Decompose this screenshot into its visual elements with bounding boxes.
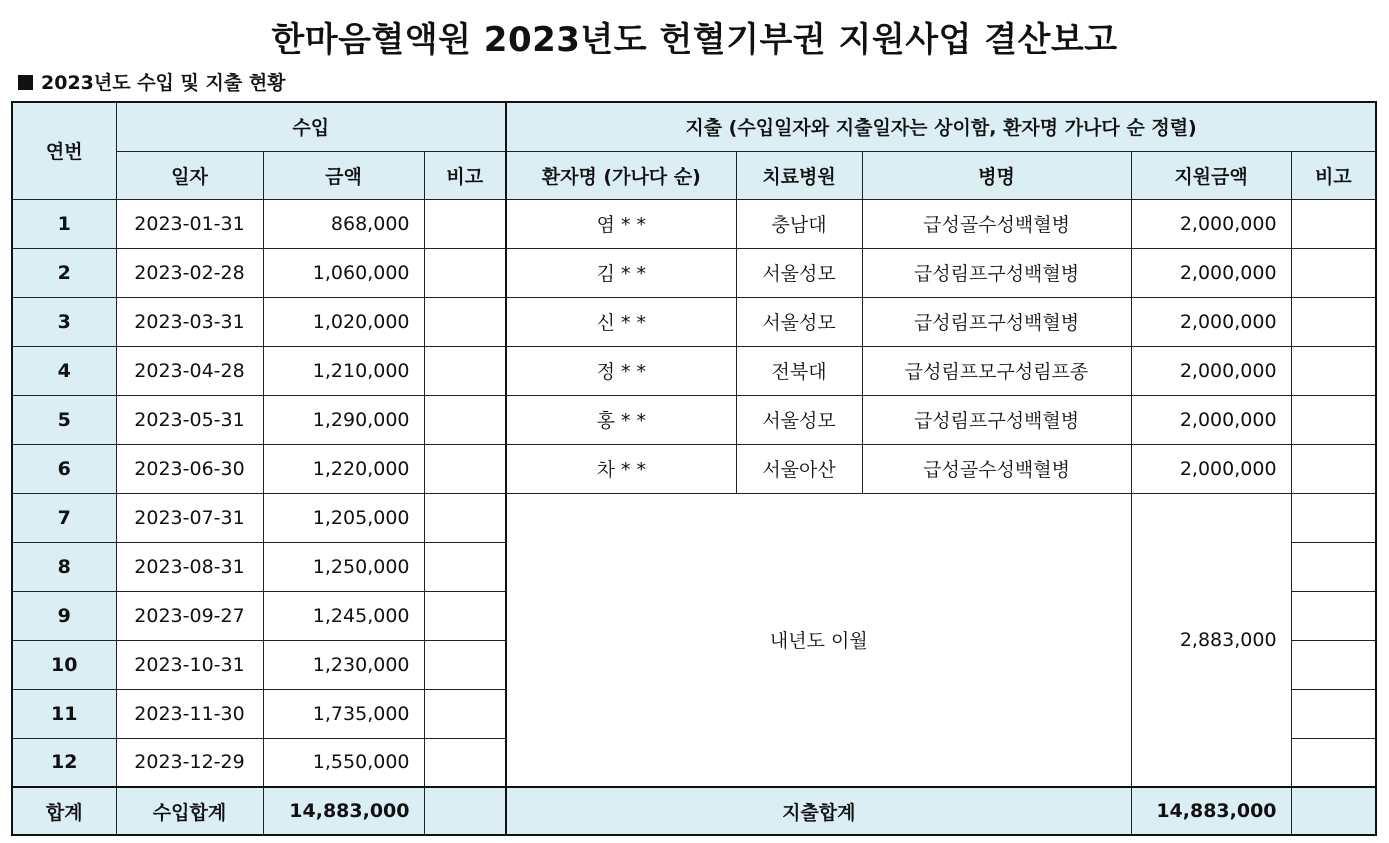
- row-hospital: 충남대: [736, 199, 862, 248]
- row-hospital: 서울성모: [736, 297, 862, 346]
- row-patient: 김 * *: [506, 248, 736, 297]
- row-note2: [1291, 591, 1376, 640]
- row-no: 9: [12, 591, 116, 640]
- row-note2: [1291, 542, 1376, 591]
- row-note2: [1291, 346, 1376, 395]
- expense-total-note: [1291, 787, 1376, 835]
- row-disease: 급성골수성백혈병: [862, 444, 1131, 493]
- header-amount: 금액: [263, 151, 424, 199]
- row-amount: 1,230,000: [263, 640, 424, 689]
- row-note2: [1291, 493, 1376, 542]
- row-no: 12: [12, 738, 116, 787]
- row-support: 2,000,000: [1131, 346, 1291, 395]
- row-support: 2,000,000: [1131, 248, 1291, 297]
- row-support: 2,000,000: [1131, 395, 1291, 444]
- header-note2: 비고: [1291, 151, 1376, 199]
- row-amount: 1,210,000: [263, 346, 424, 395]
- table-row: [12, 297, 1376, 346]
- row-no: 8: [12, 542, 116, 591]
- carryover-amount: 2,883,000: [1131, 493, 1291, 787]
- row-date: 2023-05-31: [116, 395, 263, 444]
- row-hospital: 서울성모: [736, 248, 862, 297]
- row-date: 2023-11-30: [116, 689, 263, 738]
- row-no: 7: [12, 493, 116, 542]
- row-patient: 차 * *: [506, 444, 736, 493]
- row-no: 3: [12, 297, 116, 346]
- row-disease: 급성림프구성백혈병: [862, 248, 1131, 297]
- row-amount: 1,290,000: [263, 395, 424, 444]
- row-no: 5: [12, 395, 116, 444]
- header-date: 일자: [116, 151, 263, 199]
- row-date: 2023-12-29: [116, 738, 263, 787]
- row-patient: 신 * *: [506, 297, 736, 346]
- row-disease: 급성림프구성백혈병: [862, 297, 1131, 346]
- row-date: 2023-02-28: [116, 248, 263, 297]
- income-total-amount: 14,883,000: [263, 787, 424, 835]
- table-row: [12, 248, 1376, 297]
- row-amount: 1,205,000: [263, 493, 424, 542]
- header-support: 지원금액: [1131, 151, 1291, 199]
- row-note: [424, 493, 506, 542]
- row-amount: 1,060,000: [263, 248, 424, 297]
- header-no: 연번: [12, 102, 116, 199]
- row-note: [424, 444, 506, 493]
- totals-row: [12, 787, 1376, 835]
- expense-total-label: 지출합계: [506, 787, 1131, 835]
- row-note2: [1291, 444, 1376, 493]
- row-note: [424, 738, 506, 787]
- section-heading: [18, 68, 286, 95]
- row-no: 11: [12, 689, 116, 738]
- header-expense: 지출 (수입일자와 지출일자는 상이함, 환자명 가나다 순 정렬): [506, 102, 1376, 151]
- row-amount: 1,250,000: [263, 542, 424, 591]
- row-note2: [1291, 297, 1376, 346]
- row-note: [424, 395, 506, 444]
- row-date: 2023-01-31: [116, 199, 263, 248]
- row-note: [424, 248, 506, 297]
- row-date: 2023-06-30: [116, 444, 263, 493]
- table-row: [12, 395, 1376, 444]
- expense-total-amount: 14,883,000: [1131, 787, 1291, 835]
- table-row: [12, 493, 1376, 542]
- totals-label: 합계: [12, 787, 116, 835]
- header-patient: 환자명 (가나다 순): [506, 151, 736, 199]
- row-date: 2023-10-31: [116, 640, 263, 689]
- row-disease: 급성림프모구성림프종: [862, 346, 1131, 395]
- row-note2: [1291, 738, 1376, 787]
- income-expense-table: [11, 101, 1377, 836]
- row-patient: 정 * *: [506, 346, 736, 395]
- row-date: 2023-09-27: [116, 591, 263, 640]
- row-support: 2,000,000: [1131, 444, 1291, 493]
- row-note: [424, 542, 506, 591]
- row-amount: 868,000: [263, 199, 424, 248]
- row-date: 2023-07-31: [116, 493, 263, 542]
- row-no: 1: [12, 199, 116, 248]
- income-total-label: 수입합계: [116, 787, 263, 835]
- row-patient: 홍 * *: [506, 395, 736, 444]
- row-hospital: 서울성모: [736, 395, 862, 444]
- row-note: [424, 346, 506, 395]
- income-total-note: [424, 787, 506, 835]
- row-note2: [1291, 248, 1376, 297]
- row-disease: 급성림프구성백혈병: [862, 395, 1131, 444]
- row-no: 6: [12, 444, 116, 493]
- row-date: 2023-03-31: [116, 297, 263, 346]
- table-row: [12, 199, 1376, 248]
- square-bullet-icon: [18, 75, 33, 90]
- row-amount: 1,220,000: [263, 444, 424, 493]
- row-hospital: 서울아산: [736, 444, 862, 493]
- row-date: 2023-08-31: [116, 542, 263, 591]
- row-amount: 1,245,000: [263, 591, 424, 640]
- header-disease: 병명: [862, 151, 1131, 199]
- row-note: [424, 640, 506, 689]
- row-no: 4: [12, 346, 116, 395]
- row-note: [424, 689, 506, 738]
- row-date: 2023-04-28: [116, 346, 263, 395]
- row-note2: [1291, 689, 1376, 738]
- row-amount: 1,735,000: [263, 689, 424, 738]
- row-amount: 1,550,000: [263, 738, 424, 787]
- row-patient: 염 * *: [506, 199, 736, 248]
- header-hospital: 치료병원: [736, 151, 862, 199]
- page-title: 한마음혈액원 2023년도 헌혈기부권 지원사업 결산보고: [271, 20, 1118, 60]
- table-row: [12, 444, 1376, 493]
- row-support: 2,000,000: [1131, 297, 1291, 346]
- row-note2: [1291, 395, 1376, 444]
- header-income: 수입: [116, 102, 506, 151]
- row-amount: 1,020,000: [263, 297, 424, 346]
- row-disease: 급성골수성백혈병: [862, 199, 1131, 248]
- row-note: [424, 297, 506, 346]
- header-note: 비고: [424, 151, 506, 199]
- row-hospital: 전북대: [736, 346, 862, 395]
- row-no: 10: [12, 640, 116, 689]
- row-note: [424, 199, 506, 248]
- row-note2: [1291, 640, 1376, 689]
- carryover-label: 내년도 이월: [506, 493, 1131, 787]
- row-no: 2: [12, 248, 116, 297]
- table-row: [12, 346, 1376, 395]
- row-note: [424, 591, 506, 640]
- row-note2: [1291, 199, 1376, 248]
- row-support: 2,000,000: [1131, 199, 1291, 248]
- section-heading-text: 2023년도 수입 및 지출 현황: [41, 72, 286, 94]
